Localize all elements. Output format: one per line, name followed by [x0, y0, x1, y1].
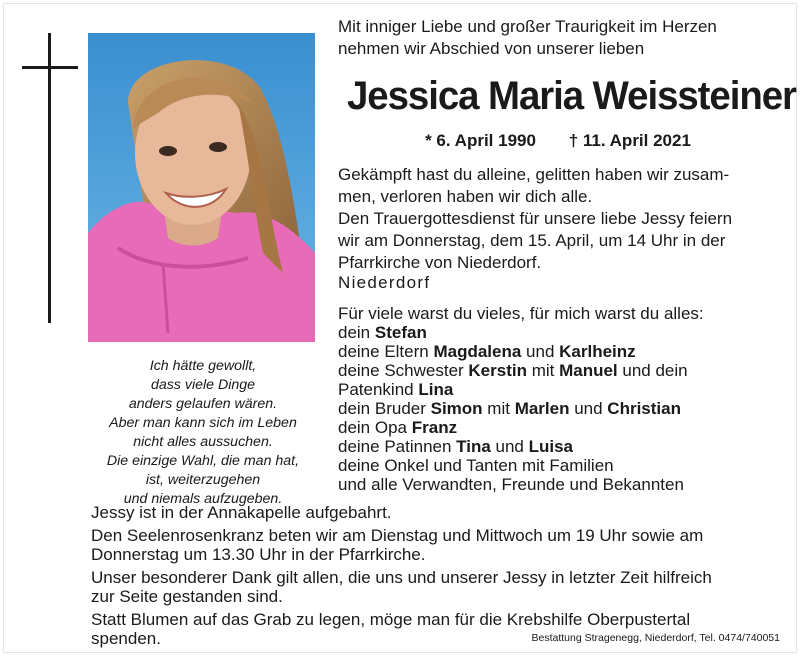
quote-line: anders gelaufen wären.	[128, 396, 278, 412]
portrait-photo	[88, 33, 315, 342]
life-dates	[338, 130, 778, 152]
memorial-quote	[92, 357, 314, 509]
place-name: Niederdorf	[338, 273, 431, 292]
laid-out-notice: Jessy ist in der Annakapelle aufgebahrt.	[91, 503, 392, 522]
mourner-line: Patenkind Lina	[338, 380, 454, 399]
quote-line: Ich hätte gewollt,	[149, 358, 257, 374]
cross-vertical-bar	[48, 33, 51, 323]
paragraph-line: wir am Donnerstag, dem 15. April, um 14 Uhr in der	[338, 231, 726, 250]
death-date: † 11. April 2021	[568, 131, 691, 150]
intro-text	[338, 16, 778, 60]
paragraph-service	[338, 208, 778, 274]
mourner-line: dein Stefan	[338, 323, 427, 342]
birth-date: * 6. April 1990	[425, 131, 536, 150]
quote-line: und niemals aufzugeben.	[123, 491, 283, 507]
paragraph-line: Pfarrkirche von Niederdorf.	[338, 253, 542, 272]
paragraph-line: men, verloren haben wir dich alle.	[338, 187, 593, 206]
mourner-line: deine Patinnen Tina und Luisa	[338, 437, 574, 456]
cross-horizontal-bar	[22, 66, 78, 69]
mourners-list	[338, 304, 788, 494]
donation-notice: Statt Blumen auf das Grab zu legen, möge man für die Krebshilfe Oberpustertal spenden.	[91, 609, 691, 648]
quote-line: Die einzige Wahl, die man hat,	[106, 453, 300, 469]
quote-line: ist, weiterzugehen	[145, 472, 261, 488]
funeral-home-credit: Bestattung Stragenegg, Niederdorf, Tel. 0474/740051	[531, 632, 780, 644]
deceased-name: Jessica Maria Weissteiner	[347, 74, 796, 118]
paragraph-line: Den Trauergottesdienst für unsere liebe Jessy feiern	[338, 209, 733, 228]
rosary-notice: Den Seelenrosenkranz beten wir am Dienstag und Mittwoch um 19 Uhr sowie am Donnerstag um 13.30 Uhr in der Pfarrkirche.	[91, 525, 704, 564]
paragraph-line: Gekämpft hast du alleine, gelitten haben wir zusam-	[338, 165, 730, 184]
closing-text	[91, 503, 781, 652]
mourner-line: dein Opa Franz	[338, 418, 458, 437]
intro-line: nehmen wir Abschied von unserer lieben	[338, 39, 645, 58]
intro-line: Mit inniger Liebe und großer Traurigkeit im Herzen	[338, 17, 717, 36]
mourner-line: und alle Verwandten, Freunde und Bekannten	[338, 475, 684, 494]
thanks-notice: Unser besonderer Dank gilt allen, die uns und unserer Jessy in letzter Zeit hilfreich zur Seite gestanden sind.	[91, 567, 712, 606]
mourner-line: deine Eltern Magdalena und Karlheinz	[338, 342, 636, 361]
quote-line: Aber man kann sich im Leben	[109, 415, 297, 431]
quote-line: nicht alles aussuchen.	[133, 434, 273, 450]
mourners-intro: Für viele warst du vieles, für mich warst du alles:	[338, 304, 704, 323]
mourner-line: deine Onkel und Tanten mit Familien	[338, 456, 614, 475]
paragraph-loss	[338, 164, 778, 208]
portrait-illustration	[88, 33, 315, 342]
mourner-line: dein Bruder Simon mit Marlen und Christian	[338, 399, 681, 418]
mourner-line: deine Schwester Kerstin mit Manuel und dein	[338, 361, 688, 380]
quote-line: dass viele Dinge	[150, 377, 256, 393]
